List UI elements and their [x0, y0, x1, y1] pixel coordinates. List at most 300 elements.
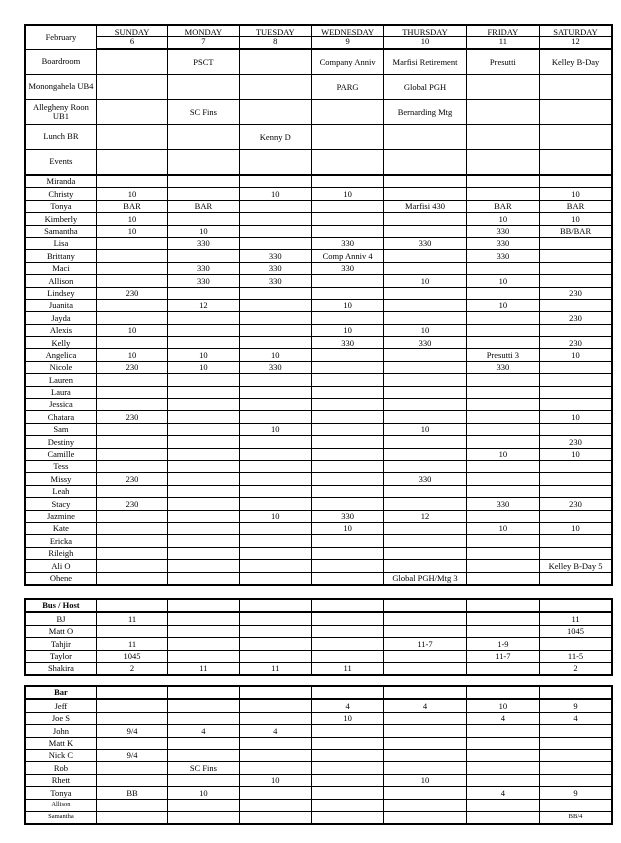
shift-cell [168, 510, 239, 522]
shift-cell [96, 762, 167, 774]
staff-row [25, 762, 612, 774]
room-event-cell [168, 125, 239, 150]
shift-cell [168, 699, 239, 712]
server-name: Missy [25, 473, 96, 485]
shift-cell [384, 299, 466, 311]
server-row [25, 386, 612, 398]
shift-cell [239, 535, 311, 547]
empty-cell [311, 686, 383, 699]
server-name: Lisa [25, 237, 96, 249]
room-event-cell [311, 125, 383, 150]
shift-cell [384, 411, 466, 423]
empty-cell [311, 599, 383, 612]
shift-cell [96, 510, 167, 522]
shift-cell: 330 [311, 262, 383, 274]
server-row [25, 250, 612, 262]
shift-cell: BB/4 [540, 811, 612, 824]
server-row [25, 547, 612, 559]
shift-cell: 330 [466, 237, 539, 249]
shift-cell [466, 737, 539, 749]
room-row [25, 100, 612, 125]
shift-cell [466, 612, 539, 625]
shift-cell: 230 [96, 498, 167, 510]
shift-cell [168, 175, 239, 188]
shift-cell: 330 [239, 275, 311, 287]
shift-cell [384, 498, 466, 510]
room-event-cell [311, 150, 383, 176]
day-name: MONDAY [168, 25, 239, 37]
shift-cell: 4 [239, 725, 311, 737]
server-name: Lindsey [25, 287, 96, 299]
shift-cell [466, 625, 539, 637]
server-row [25, 473, 612, 485]
shift-cell [168, 737, 239, 749]
server-row [25, 287, 612, 299]
shift-cell [239, 522, 311, 534]
shift-cell [384, 762, 466, 774]
shift-cell [384, 436, 466, 448]
room-event-cell: Company Anniv [311, 49, 383, 75]
shift-cell [311, 200, 383, 212]
room-event-cell: Bernarding Mtg [384, 100, 466, 125]
shift-cell [540, 299, 612, 311]
shift-cell [540, 324, 612, 336]
shift-cell [384, 625, 466, 637]
shift-cell [540, 638, 612, 650]
shift-cell [96, 399, 167, 411]
shift-cell [239, 448, 311, 460]
shift-cell [96, 535, 167, 547]
shift-cell [311, 737, 383, 749]
shift-cell [168, 386, 239, 398]
shift-cell [384, 787, 466, 799]
day-date: 10 [384, 37, 466, 50]
shift-cell [311, 399, 383, 411]
shift-cell: 10 [239, 774, 311, 786]
empty-cell [168, 599, 239, 612]
schedule-table [24, 24, 613, 586]
shift-cell [168, 287, 239, 299]
shift-cell: 230 [540, 337, 612, 349]
shift-cell [384, 612, 466, 625]
server-name: Kimberly [25, 213, 96, 225]
shift-cell: 10 [540, 411, 612, 423]
shift-cell [168, 612, 239, 625]
room-label: Lunch BR [25, 125, 96, 150]
shift-cell [311, 535, 383, 547]
shift-cell: 9/4 [96, 749, 167, 761]
shift-cell [466, 312, 539, 324]
shift-cell [168, 250, 239, 262]
room-event-cell [96, 150, 167, 176]
room-label: Events [25, 150, 96, 176]
shift-cell [466, 436, 539, 448]
shift-cell [384, 349, 466, 361]
room-event-cell [239, 75, 311, 100]
server-row [25, 411, 612, 423]
shift-cell: 10 [466, 275, 539, 287]
shift-cell [96, 436, 167, 448]
server-name: Tess [25, 460, 96, 472]
room-event-cell [96, 125, 167, 150]
room-event-cell: Kelley B-Day [540, 49, 612, 75]
shift-cell: 12 [384, 510, 466, 522]
room-event-cell [384, 125, 466, 150]
shift-cell: 10 [466, 522, 539, 534]
shift-cell [96, 312, 167, 324]
room-event-cell [466, 75, 539, 100]
day-name: THURSDAY [384, 25, 466, 37]
shift-cell [168, 448, 239, 460]
shift-cell [96, 262, 167, 274]
shift-cell: 330 [168, 262, 239, 274]
shift-cell: 10 [466, 213, 539, 225]
shift-cell: 10 [466, 448, 539, 460]
room-event-cell: PSCT [168, 49, 239, 75]
day-date: 7 [168, 37, 239, 50]
shift-cell: 11 [168, 662, 239, 675]
shift-cell [466, 535, 539, 547]
shift-cell [540, 725, 612, 737]
shift-cell [239, 337, 311, 349]
shift-cell: 330 [466, 361, 539, 373]
staff-name: Taylor [25, 650, 96, 662]
server-name: Destiny [25, 436, 96, 448]
staff-name: Matt K [25, 737, 96, 749]
shift-cell [540, 361, 612, 373]
shift-cell [466, 510, 539, 522]
shift-cell: 230 [96, 473, 167, 485]
shift-cell [384, 287, 466, 299]
shift-cell: 10 [168, 349, 239, 361]
shift-cell: 12 [168, 299, 239, 311]
shift-cell [168, 188, 239, 200]
shift-cell: 10 [540, 522, 612, 534]
shift-cell: 230 [96, 361, 167, 373]
server-name: Allison [25, 275, 96, 287]
shift-cell [96, 811, 167, 824]
shift-cell: Kelley B-Day 5 [540, 560, 612, 572]
shift-cell [96, 237, 167, 249]
shift-cell [384, 250, 466, 262]
shift-cell [311, 572, 383, 585]
shift-cell: 10 [466, 299, 539, 311]
shift-cell: BAR [96, 200, 167, 212]
shift-cell: 2 [540, 662, 612, 675]
room-event-cell: Marfisi Retirement [384, 49, 466, 75]
shift-cell: SC Fins [168, 762, 239, 774]
staff-name: Matt O [25, 625, 96, 637]
staff-name: Allison [25, 799, 96, 811]
shift-cell [466, 175, 539, 188]
staff-row [25, 612, 612, 625]
shift-cell [540, 547, 612, 559]
shift-cell [311, 175, 383, 188]
shift-cell: 11-5 [540, 650, 612, 662]
server-row [25, 262, 612, 274]
shift-cell [311, 650, 383, 662]
shift-cell [239, 572, 311, 585]
shift-cell [96, 250, 167, 262]
shift-cell [239, 411, 311, 423]
shift-cell [311, 638, 383, 650]
shift-cell [384, 374, 466, 386]
staff-name: Jeff [25, 699, 96, 712]
shift-cell: 330 [311, 510, 383, 522]
shift-cell [466, 411, 539, 423]
server-row [25, 361, 612, 373]
shift-cell [168, 324, 239, 336]
shift-cell: 10 [96, 349, 167, 361]
room-row [25, 125, 612, 150]
shift-cell [168, 811, 239, 824]
shift-cell: 4 [384, 699, 466, 712]
shift-cell [540, 175, 612, 188]
shift-cell: 10 [239, 349, 311, 361]
shift-cell [384, 650, 466, 662]
server-row [25, 349, 612, 361]
server-name: Nicole [25, 361, 96, 373]
shift-cell [540, 237, 612, 249]
server-row [25, 312, 612, 324]
shift-cell: Presutti 3 [466, 349, 539, 361]
room-event-cell [466, 125, 539, 150]
shift-cell [239, 485, 311, 497]
shift-cell [311, 612, 383, 625]
shift-cell: BAR [168, 200, 239, 212]
shift-cell: 4 [466, 712, 539, 724]
staff-row [25, 774, 612, 786]
shift-cell [239, 213, 311, 225]
server-name: Laura [25, 386, 96, 398]
shift-cell [311, 423, 383, 435]
shift-cell: 10 [384, 423, 466, 435]
server-name: Juanita [25, 299, 96, 311]
shift-cell [239, 625, 311, 637]
shift-cell [384, 213, 466, 225]
shift-cell: 10 [168, 787, 239, 799]
server-row [25, 324, 612, 336]
shift-cell [168, 498, 239, 510]
shift-cell: BB/BAR [540, 225, 612, 237]
room-event-cell [466, 150, 539, 176]
server-name: Lauren [25, 374, 96, 386]
shift-cell [168, 423, 239, 435]
shift-cell [311, 498, 383, 510]
shift-cell [311, 349, 383, 361]
shift-cell [466, 460, 539, 472]
shift-cell [96, 699, 167, 712]
shift-cell [540, 473, 612, 485]
shift-cell [540, 737, 612, 749]
shift-cell [384, 749, 466, 761]
server-name: Maci [25, 262, 96, 274]
shift-cell [168, 337, 239, 349]
shift-cell [168, 473, 239, 485]
shift-cell [96, 337, 167, 349]
room-event-cell [540, 75, 612, 100]
shift-cell: 11 [311, 662, 383, 675]
day-name: WEDNESDAY [311, 25, 383, 37]
room-event-cell [96, 100, 167, 125]
shift-cell [239, 436, 311, 448]
shift-cell [540, 485, 612, 497]
shift-cell [311, 485, 383, 497]
shift-cell [466, 560, 539, 572]
shift-cell [311, 361, 383, 373]
shift-cell [311, 275, 383, 287]
shift-cell [384, 460, 466, 472]
shift-cell [311, 547, 383, 559]
shift-cell [384, 448, 466, 460]
shift-cell [540, 535, 612, 547]
shift-cell: 10 [311, 522, 383, 534]
shift-cell [239, 762, 311, 774]
shift-cell: 230 [540, 287, 612, 299]
shift-cell: 10 [311, 712, 383, 724]
empty-cell [384, 686, 466, 699]
shift-cell [239, 312, 311, 324]
server-name: Alexis [25, 324, 96, 336]
shift-cell [239, 699, 311, 712]
room-event-cell [384, 150, 466, 176]
shift-cell [466, 337, 539, 349]
server-row [25, 200, 612, 212]
shift-cell [168, 399, 239, 411]
month-label: February [25, 25, 96, 49]
server-row [25, 498, 612, 510]
shift-cell: 10 [384, 774, 466, 786]
shift-cell: BAR [540, 200, 612, 212]
shift-cell [168, 411, 239, 423]
shift-cell: 4 [540, 712, 612, 724]
server-row [25, 275, 612, 287]
shift-cell [540, 510, 612, 522]
shift-cell [96, 374, 167, 386]
shift-cell [239, 638, 311, 650]
shift-cell [384, 262, 466, 274]
shift-cell: 230 [540, 436, 612, 448]
room-event-cell [540, 125, 612, 150]
shift-cell: 9 [540, 787, 612, 799]
server-row [25, 399, 612, 411]
shift-cell [168, 799, 239, 811]
shift-cell: 4 [466, 787, 539, 799]
shift-cell [239, 712, 311, 724]
server-name: Ohene [25, 572, 96, 585]
server-name: Tonya [25, 200, 96, 212]
server-row [25, 448, 612, 460]
shift-cell [540, 460, 612, 472]
shift-cell: 10 [540, 349, 612, 361]
shift-cell [540, 423, 612, 435]
room-event-cell [540, 100, 612, 125]
shift-cell [384, 361, 466, 373]
shift-cell: 11 [96, 612, 167, 625]
day-name: SUNDAY [96, 25, 167, 37]
shift-cell [311, 811, 383, 824]
room-event-cell: PARG [311, 75, 383, 100]
server-name: Camille [25, 448, 96, 460]
server-row [25, 175, 612, 188]
shift-cell [384, 737, 466, 749]
shift-cell [168, 749, 239, 761]
shift-cell [311, 799, 383, 811]
shift-cell: 10 [239, 188, 311, 200]
shift-cell: 11 [96, 638, 167, 650]
room-event-cell: Presutti [466, 49, 539, 75]
shift-cell: 10 [466, 699, 539, 712]
shift-cell [239, 287, 311, 299]
shift-cell [466, 749, 539, 761]
shift-cell: 10 [168, 225, 239, 237]
staff-row [25, 650, 612, 662]
shift-cell [384, 560, 466, 572]
shift-cell [540, 799, 612, 811]
shift-cell [96, 737, 167, 749]
shift-cell: 10 [96, 213, 167, 225]
empty-cell [384, 599, 466, 612]
shift-cell [96, 386, 167, 398]
shift-cell [311, 374, 383, 386]
shift-cell [540, 275, 612, 287]
shift-cell [96, 485, 167, 497]
shift-cell: 10 [311, 188, 383, 200]
shift-cell: 330 [311, 337, 383, 349]
shift-cell [384, 399, 466, 411]
room-label: Allegheny Roon UB1 [25, 100, 96, 125]
shift-cell: 330 [239, 250, 311, 262]
shift-cell [96, 423, 167, 435]
shift-cell [168, 774, 239, 786]
room-event-cell: Global PGH [384, 75, 466, 100]
shift-cell: 230 [96, 287, 167, 299]
server-name: Kate [25, 522, 96, 534]
shift-cell: 10 [540, 188, 612, 200]
shift-cell [96, 460, 167, 472]
shift-cell: 11 [540, 612, 612, 625]
shift-cell: BAR [466, 200, 539, 212]
shift-cell [96, 275, 167, 287]
shift-cell [466, 287, 539, 299]
room-label: Boardroom [25, 49, 96, 75]
shift-cell [384, 725, 466, 737]
server-row [25, 560, 612, 572]
room-event-cell [239, 100, 311, 125]
empty-cell [96, 599, 167, 612]
server-name: Christy [25, 188, 96, 200]
shift-cell [384, 522, 466, 534]
shift-cell [239, 560, 311, 572]
shift-cell [311, 436, 383, 448]
shift-cell [168, 436, 239, 448]
shift-cell: 330 [168, 275, 239, 287]
server-name: Sam [25, 423, 96, 435]
shift-cell: 10 [384, 275, 466, 287]
shift-cell [384, 535, 466, 547]
staff-row [25, 699, 612, 712]
shift-cell [239, 473, 311, 485]
shift-cell [466, 725, 539, 737]
shift-cell [239, 324, 311, 336]
server-name: Jessica [25, 399, 96, 411]
server-row [25, 510, 612, 522]
staff-name: BJ [25, 612, 96, 625]
shift-cell [311, 287, 383, 299]
server-row [25, 299, 612, 311]
server-name: Ericka [25, 535, 96, 547]
server-row [25, 460, 612, 472]
